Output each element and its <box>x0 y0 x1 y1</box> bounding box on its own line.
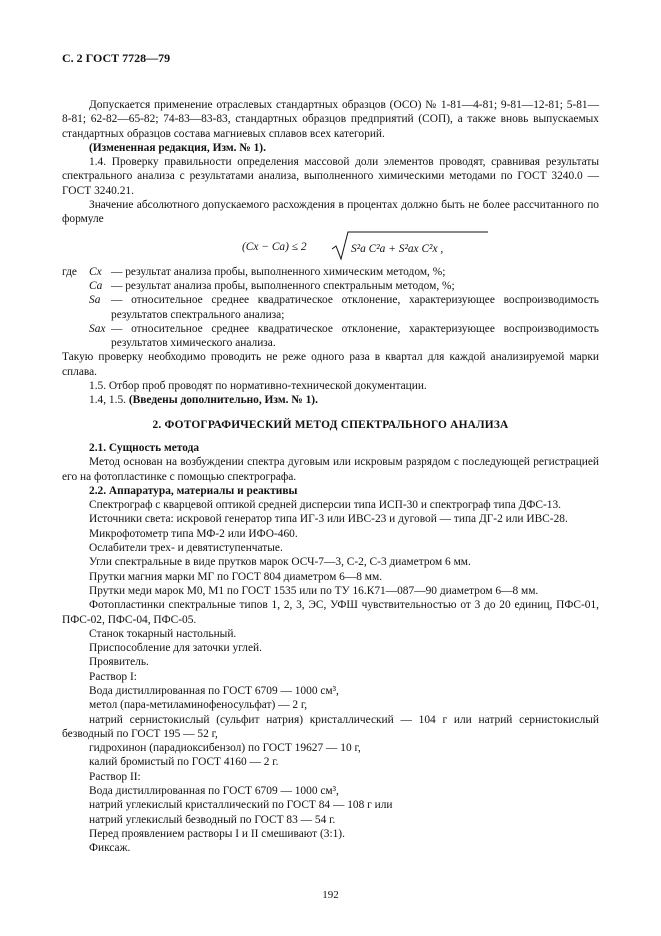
where-text: — относительное среднее квадратическое отклонение, характеризующее воспроизводимость результатов химического анализа. <box>111 322 599 350</box>
paragraph-admit: Допускается применение отраслевых стандартных образцов (ОСО) № 1-81—4-81; 9-81—12-81; 5-81—8-81; 62-82—65-82; 74-83—83-83, стандартных образцов предприятий (СОП), а также вновь выпускаемых стандартных образцов состава магниевых сплавов всех категорий. <box>62 99 599 140</box>
list-line: Станок токарный настольный. <box>89 627 237 640</box>
list-line: Источники света: искровой генератор типа ИГ-3 или ИВС-23 и дуговой — типа ДГ-2 или ИВС-28. <box>89 513 568 526</box>
where-symbol: Sа <box>89 294 101 307</box>
paragraph-1-4: 1.4. Проверку правильности определения массовой доли элементов проводят, сравнивая результаты спектрального анализа с результатами анализа, выполненного химическими методами по ГОСТ 3240.0 — ГОСТ 3240.21. <box>62 156 599 197</box>
list-line: Перед проявлением растворы I и II смешивают (3:1). <box>89 827 345 840</box>
list-line: Микрофотометр типа МФ-2 или ИФО-460. <box>89 527 298 540</box>
formula-radicand: S²а C²а + S²ах C²х , <box>351 242 444 255</box>
where-item <box>62 265 599 279</box>
list-line: Спектрограф с кварцевой оптикой средней дисперсии типа ИСП-30 и спектрограф типа ДФС-13. <box>89 499 562 512</box>
where-text: — относительное среднее квадратическое отклонение, характеризующее воспроизводимость результатов спектрального анализа; <box>111 294 599 321</box>
list-line: натрий углекислый кристаллический по ГОСТ 84 — 108 г или <box>89 799 393 812</box>
list-line: Раствор II: <box>89 770 141 783</box>
list-line: Проявитель. <box>89 656 149 669</box>
page-header: С. 2 ГОСТ 7728—79 <box>62 51 171 65</box>
paragraph-1-5: 1.5. Отбор проб проводят по нормативно-технической документации. <box>89 380 427 393</box>
section-title: 2. ФОТОГРАФИЧЕСКИЙ МЕТОД СПЕКТРАЛЬНОГО АНАЛИЗА <box>152 418 509 431</box>
amendment-text: (Введены дополнительно, Изм. № 1). <box>128 394 318 407</box>
list-line: Вода дистиллированная по ГОСТ 6709 — 1000 см³, <box>89 785 339 798</box>
where-list <box>62 265 599 351</box>
amendment-note-1-4-1-5 <box>62 393 599 407</box>
list-line: Приспособление для заточки углей. <box>89 642 262 655</box>
list-line: Прутки магния марки МГ по ГОСТ 804 диаметром 6—8 мм. <box>89 570 383 583</box>
equipment-list <box>62 498 599 855</box>
list-line: Вода дистиллированная по ГОСТ 6709 — 1000 см³, <box>89 684 339 697</box>
subsection-heading-2-1: 2.1. Сущность метода <box>89 441 200 454</box>
paragraph-formula-intro: Значение абсолютного допускаемого расхождения в процентах должно быть не более рассчитанного по формуле <box>62 199 599 226</box>
page-number: 192 <box>322 889 339 901</box>
list-line: метол (пара-метиламинофеносульфат) — 2 г, <box>89 699 308 712</box>
where-symbol: Cа <box>89 279 103 292</box>
subsection-heading-2-2: 2.2. Аппаратура, материалы и реактивы <box>89 484 298 497</box>
where-item <box>62 293 599 322</box>
list-line: Угли спектральные в виде прутков марок ОСЧ-7—3, С-2, С-3 диаметром 6 мм. <box>89 556 471 569</box>
list-line: гидрохинон (парадиоксибензол) по ГОСТ 19627 — 10 г, <box>89 742 361 755</box>
where-text: — результат анализа пробы, выполненного химическим методом, %; <box>111 265 446 278</box>
list-line: Раствор I: <box>89 670 137 683</box>
list-line: натрий сернистокислый (сульфит натрия) кристаллический — 104 г или натрий сернистокислый безводный по ГОСТ 195 — 52 г, <box>62 713 599 740</box>
where-intro: где <box>62 265 77 278</box>
square-root-icon <box>330 229 490 263</box>
where-item <box>62 322 599 351</box>
list-line: натрий углекислый безводный по ГОСТ 83 — 54 г. <box>89 813 336 826</box>
formula-lhs: (Cх − Cа) ≤ 2 <box>242 240 307 253</box>
formula <box>62 229 599 265</box>
list-line: Ослабители трех- и девятиступенчатые. <box>89 542 283 555</box>
list-line: Фиксаж. <box>89 842 131 855</box>
amendment-note: (Измененная редакция, Изм. № 1). <box>89 141 266 154</box>
where-symbol: Cх <box>89 265 102 278</box>
where-text: — результат анализа пробы, выполненного спектральным методом, %; <box>111 279 455 292</box>
list-line: калий бромистый по ГОСТ 4160 — 2 г. <box>89 756 279 769</box>
list-line: Прутки меди марок М0, М1 по ГОСТ 1535 или по ТУ 16.К71—087—90 диаметром 6—8 мм. <box>89 584 539 597</box>
where-item <box>62 279 599 293</box>
amendment-clauses: 1.4, 1.5. <box>89 394 127 407</box>
paragraph-check: Такую проверку необходимо проводить не реже одного раза в квартал для каждой анализируемой марки сплава. <box>62 351 599 378</box>
page-content <box>62 98 599 856</box>
where-symbol: Sах <box>89 322 106 335</box>
list-line: Фотопластинки спектральные типов 1, 2, 3, ЭС, УФШ чувствительностью от 3 до 20 единиц, ПФС-01, ПФС-02, ПФС-04, ПФС-05. <box>62 599 599 626</box>
paragraph-2-1: Метод основан на возбуждении спектра дуговым или искровым разрядом с последующей регистрацией его на фотопластинке с помощью спектрографа. <box>62 456 599 483</box>
